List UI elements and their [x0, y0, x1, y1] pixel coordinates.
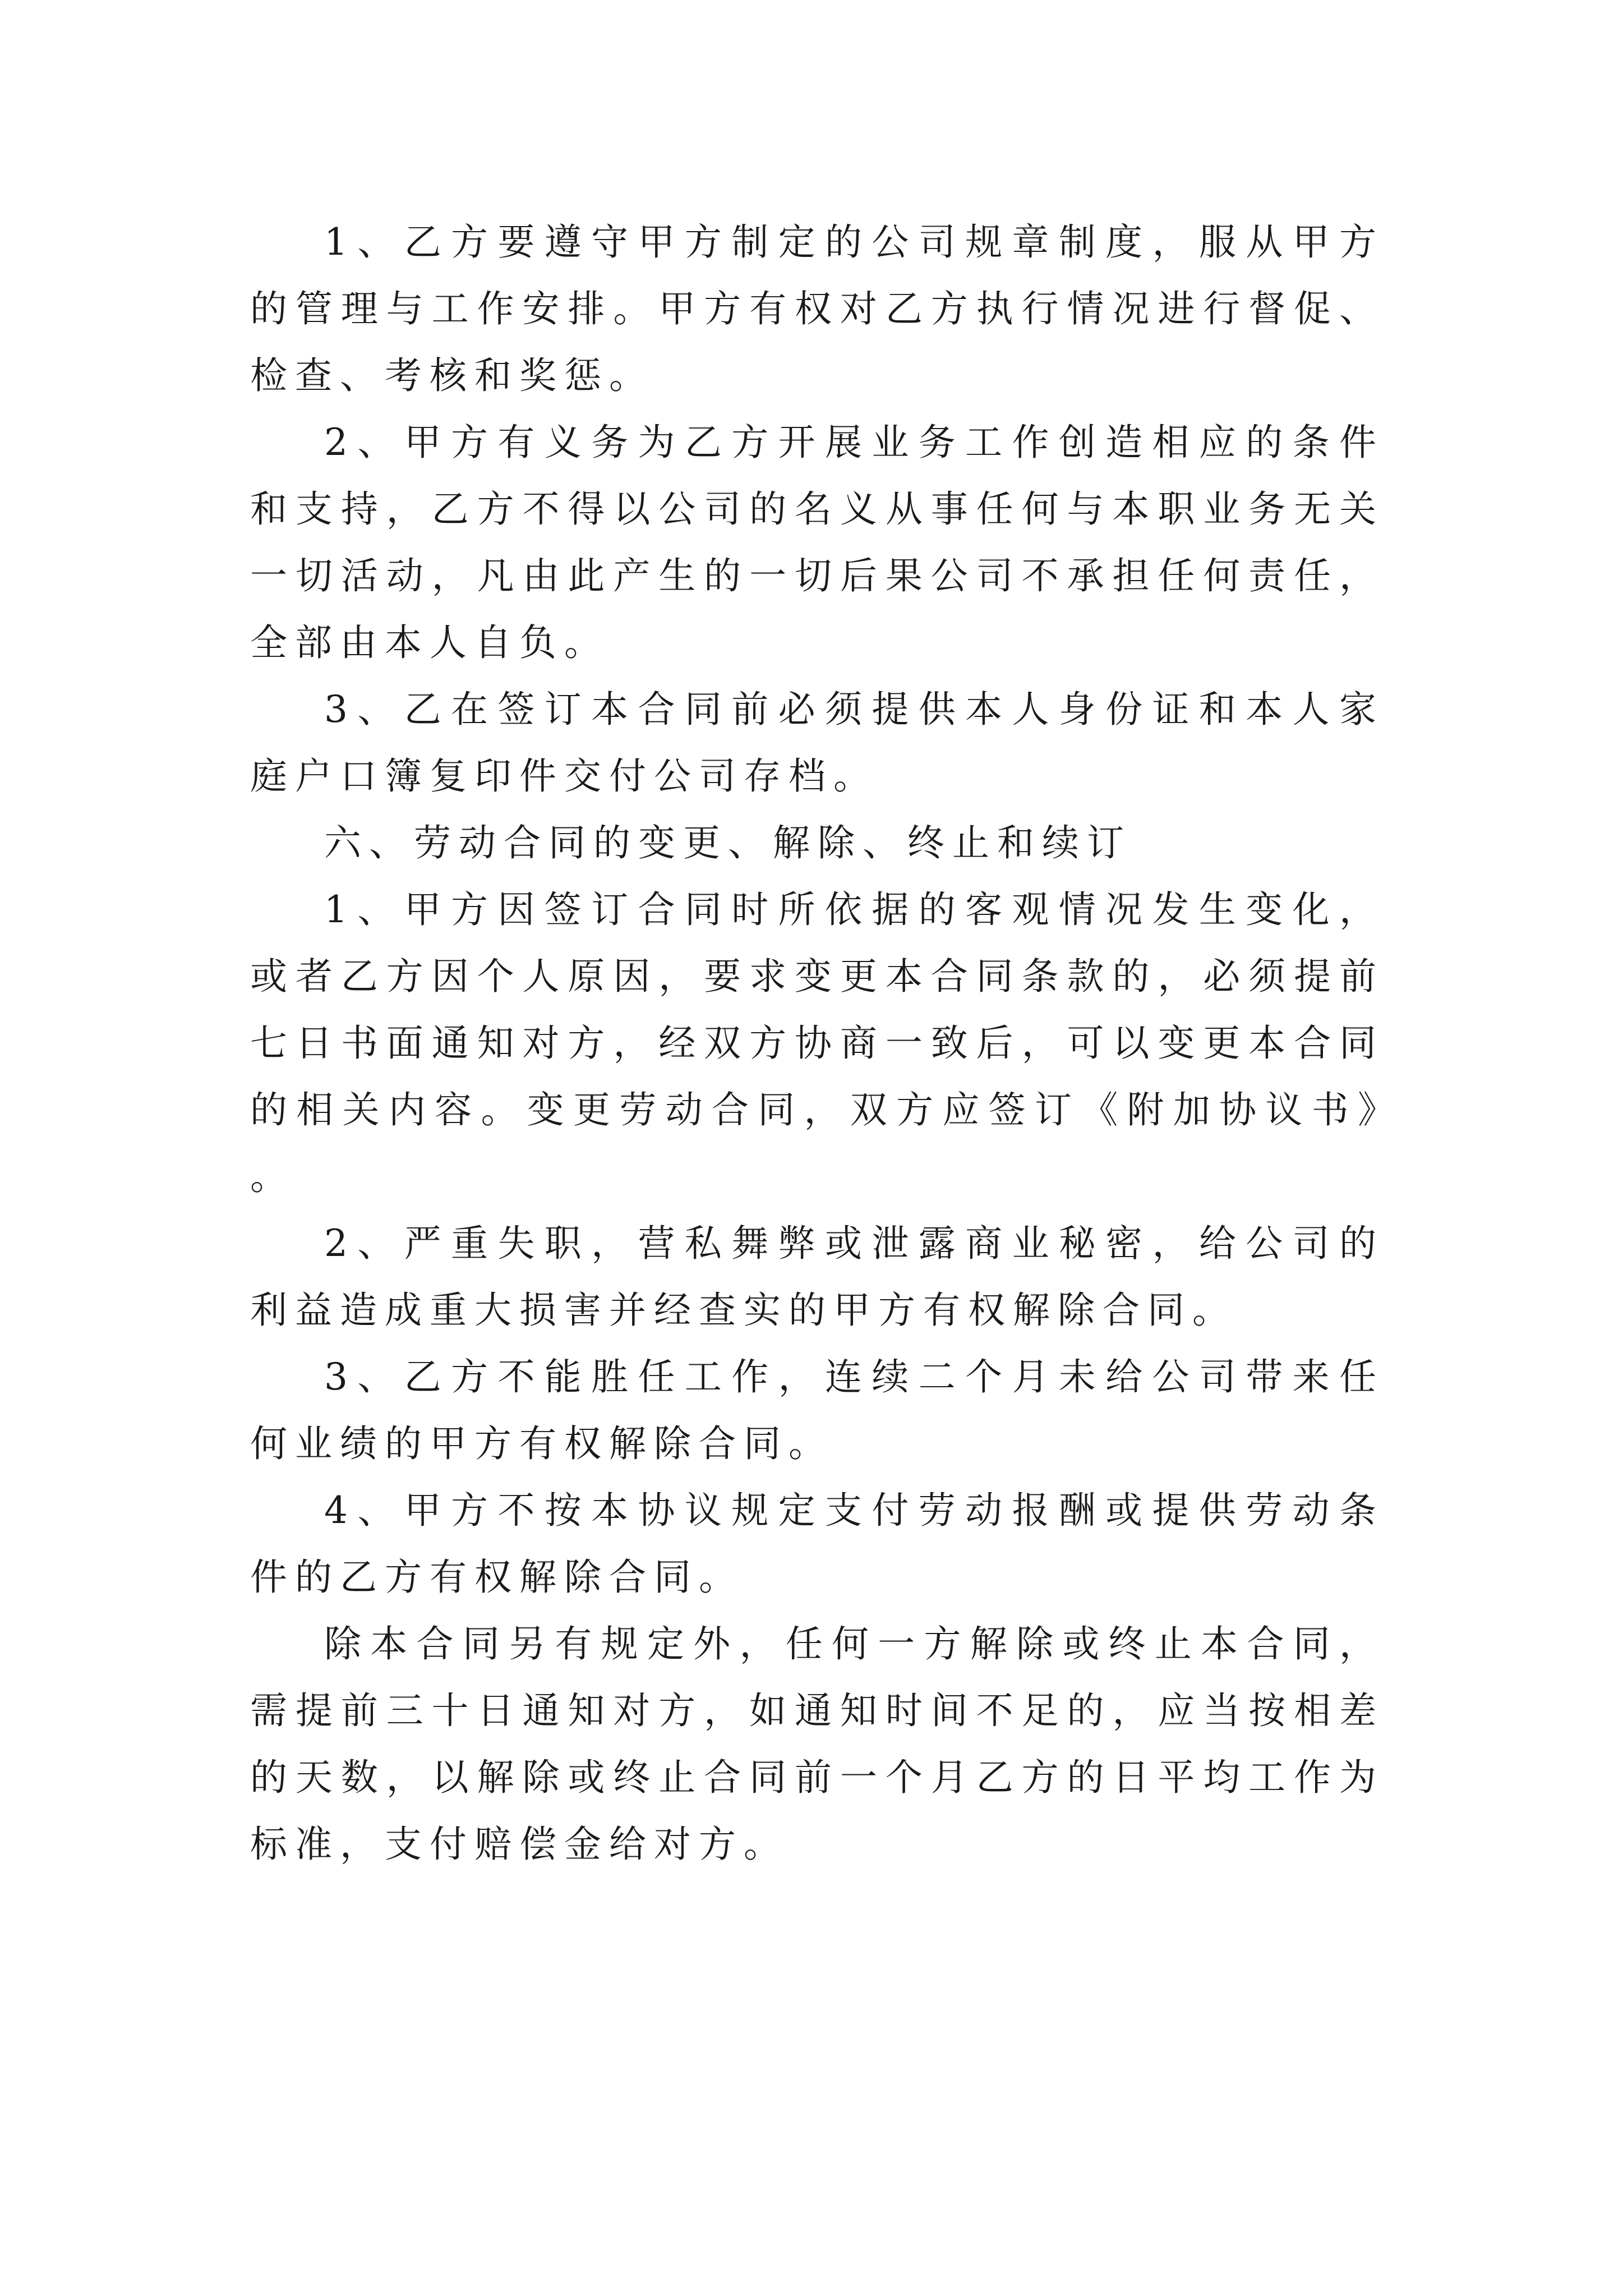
paragraph-change-4: 4、甲方不按本协议规定支付劳动报酬或提供劳动条件的乙方有权解除合同。 — [250, 1489, 1384, 1599]
paragraph-obligation-3: 3、乙在签订本合同前必须提供本人身份证和本人家庭户口簿复印件交付公司存档。 — [250, 688, 1384, 798]
document-page — [250, 209, 1384, 2116]
section-heading-contract-changes: 六、劳动合同的变更、解除、终止和续订 — [324, 821, 1132, 864]
paragraph-change-3: 3、乙方不能胜任工作，连续二个月未给公司带来任何业绩的甲方有权解除合同。 — [250, 1355, 1384, 1465]
paragraph-obligation-1: 1、乙方要遵守甲方制定的公司规章制度，服从甲方的管理与工作安排。甲方有权对乙方执行情况进行督促、检查、考核和奖惩。 — [250, 220, 1384, 397]
paragraph-change-1: 1、甲方因签订合同时所依据的客观情况发生变化，或者乙方因个人原因，要求变更本合同条款的，必须提前七日书面通知对方，经双方协商一致后，可以变更本合同的相关内容。变更劳动合同，双方应签订《附加协议书》。 — [250, 888, 1384, 1198]
paragraph-termination-notice: 除本合同另有规定外，任何一方解除或终止本合同，需提前三十日通知对方，如通知时间不足的，应当按相差的天数，以解除或终止合同前一个月乙方的日平均工作为标准，支付赔偿金给对方。 — [250, 1622, 1384, 1866]
paragraph-change-2: 2、严重失职，营私舞弊或泄露商业秘密，给公司的利益造成重大损害并经查实的甲方有权解除合同。 — [250, 1222, 1384, 1332]
paragraph-obligation-2: 2、甲方有义务为乙方开展业务工作创造相应的条件和支持，乙方不得以公司的名义从事任何与本职业务无关一切活动，凡由此产生的一切后果公司不承担任何责任，全部由本人自负。 — [250, 421, 1384, 664]
